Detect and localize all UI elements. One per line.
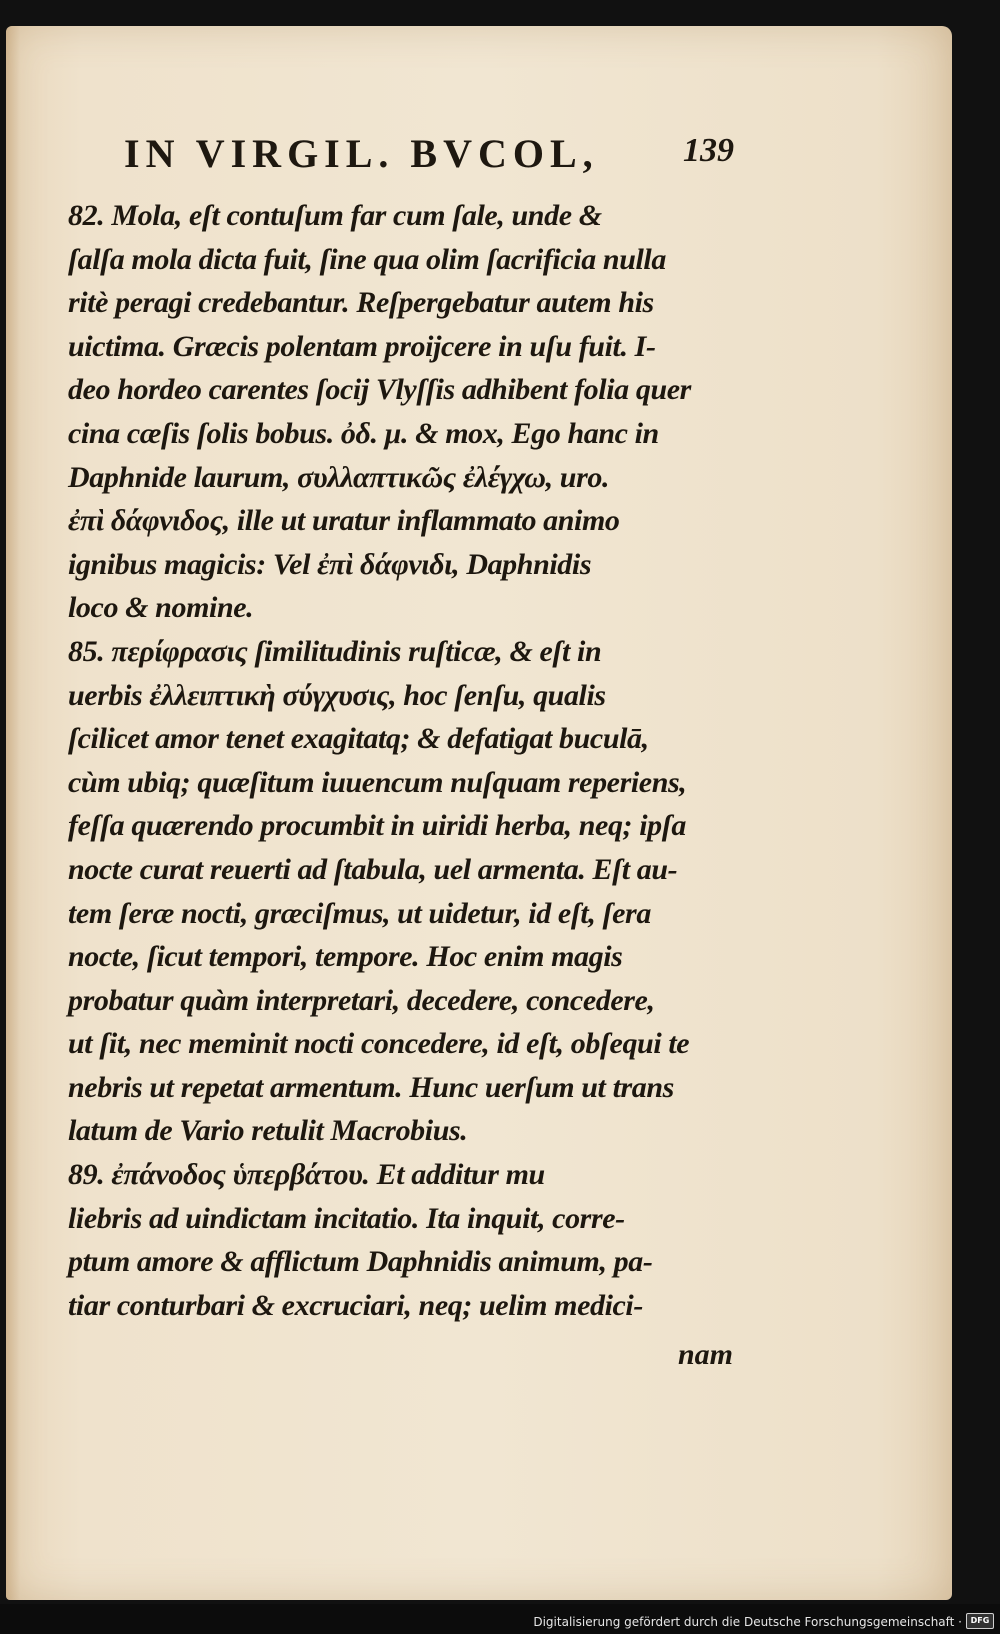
text-line: Daphnide laurum, συλλαπτικῶς ἐλέγχω, uro. (68, 460, 610, 494)
text-line: feſſa quærendo procumbit in uiridi herba, neq; ipſa (68, 809, 686, 843)
text-line: ptum amore & afflictum Daphnidis animum, pa- (68, 1245, 653, 1279)
dfg-logo-icon: DFG (966, 1613, 994, 1629)
catchword: nam (678, 1338, 734, 1371)
funding-credit: Digitalisierung gefördert durch die Deutsche Forschungsgemeinschaft · (533, 1615, 962, 1629)
text-line: ſalſa mola dicta fuit, ſine qua olim ſacrificia nulla (68, 242, 666, 276)
text-line: probatur quàm interpretari, decedere, concedere, (68, 983, 655, 1017)
text-line: nocte curat reuerti ad ſtabula, uel armenta. Eſt au- (68, 852, 678, 886)
text-line: 85. περίφρασις ſimilitudinis ruſticæ, & eſt in (68, 634, 602, 668)
text-line: cùm ubiq; quæſitum iuuencum nuſquam reperiens, (68, 765, 687, 799)
text-line: 82. Mola, eſt contuſum far cum ſale, unde & (68, 199, 602, 232)
text-line: nocte, ſicut tempori, tempore. Hoc enim magis (68, 940, 623, 974)
text-line: ut ſit, nec meminit nocti concedere, id eſt, obſequi te (68, 1027, 690, 1061)
commentary-text (68, 194, 738, 1327)
text-line: ἐπὶ δάφνιδος, ille ut uratur inflammato animo (68, 504, 620, 538)
text-line: ſcilicet amor tenet exagitatq; & defatigat buculā, (68, 722, 649, 756)
text-line: nebris ut repetat armentum. Hunc uerſum ut trans (68, 1070, 674, 1104)
text-line: uictima. Græcis polentam proijcere in uſu fuit. I- (68, 329, 656, 363)
text-line: ritè peragi credebantur. Reſpergebatur autem his (68, 286, 654, 320)
page-number: 139 (683, 132, 734, 169)
text-line: 89. ἐπάνοδος ὑπερβάτου. Et additur mu (68, 1158, 545, 1192)
text-line: deo hordeo carentes ſocij Vlyſſis adhibent folia quer (68, 373, 691, 407)
text-line: tem ſeræ nocti, græciſmus, ut uidetur, id eſt, ſera (68, 896, 651, 930)
text-line: ignibus magicis: Vel ἐπὶ δάφνιδι, Daphnidis (68, 547, 592, 581)
digitization-footer (0, 1604, 1000, 1634)
text-line: loco & nomine. (68, 591, 254, 625)
text-line: uerbis ἐλλειπτικὴ σύγχυσις, hoc ſenſu, qualis (68, 678, 606, 712)
book-page (6, 26, 952, 1600)
text-line: latum de Vario retulit Macrobius. (68, 1114, 468, 1148)
text-line: liebris ad uindictam incitatio. Ita inquit, corre- (68, 1201, 625, 1235)
page-header (124, 120, 734, 180)
text-line: cina cæſis ſolis bobus. ὀδ. μ. & mox, Ego hanc in (68, 416, 659, 450)
page-gutter-shadow (6, 26, 20, 1600)
running-title: IN VIRGIL. BVCOL, (124, 131, 599, 176)
text-line: tiar conturbari & excruciari, neq; uelim medici- (68, 1288, 643, 1322)
